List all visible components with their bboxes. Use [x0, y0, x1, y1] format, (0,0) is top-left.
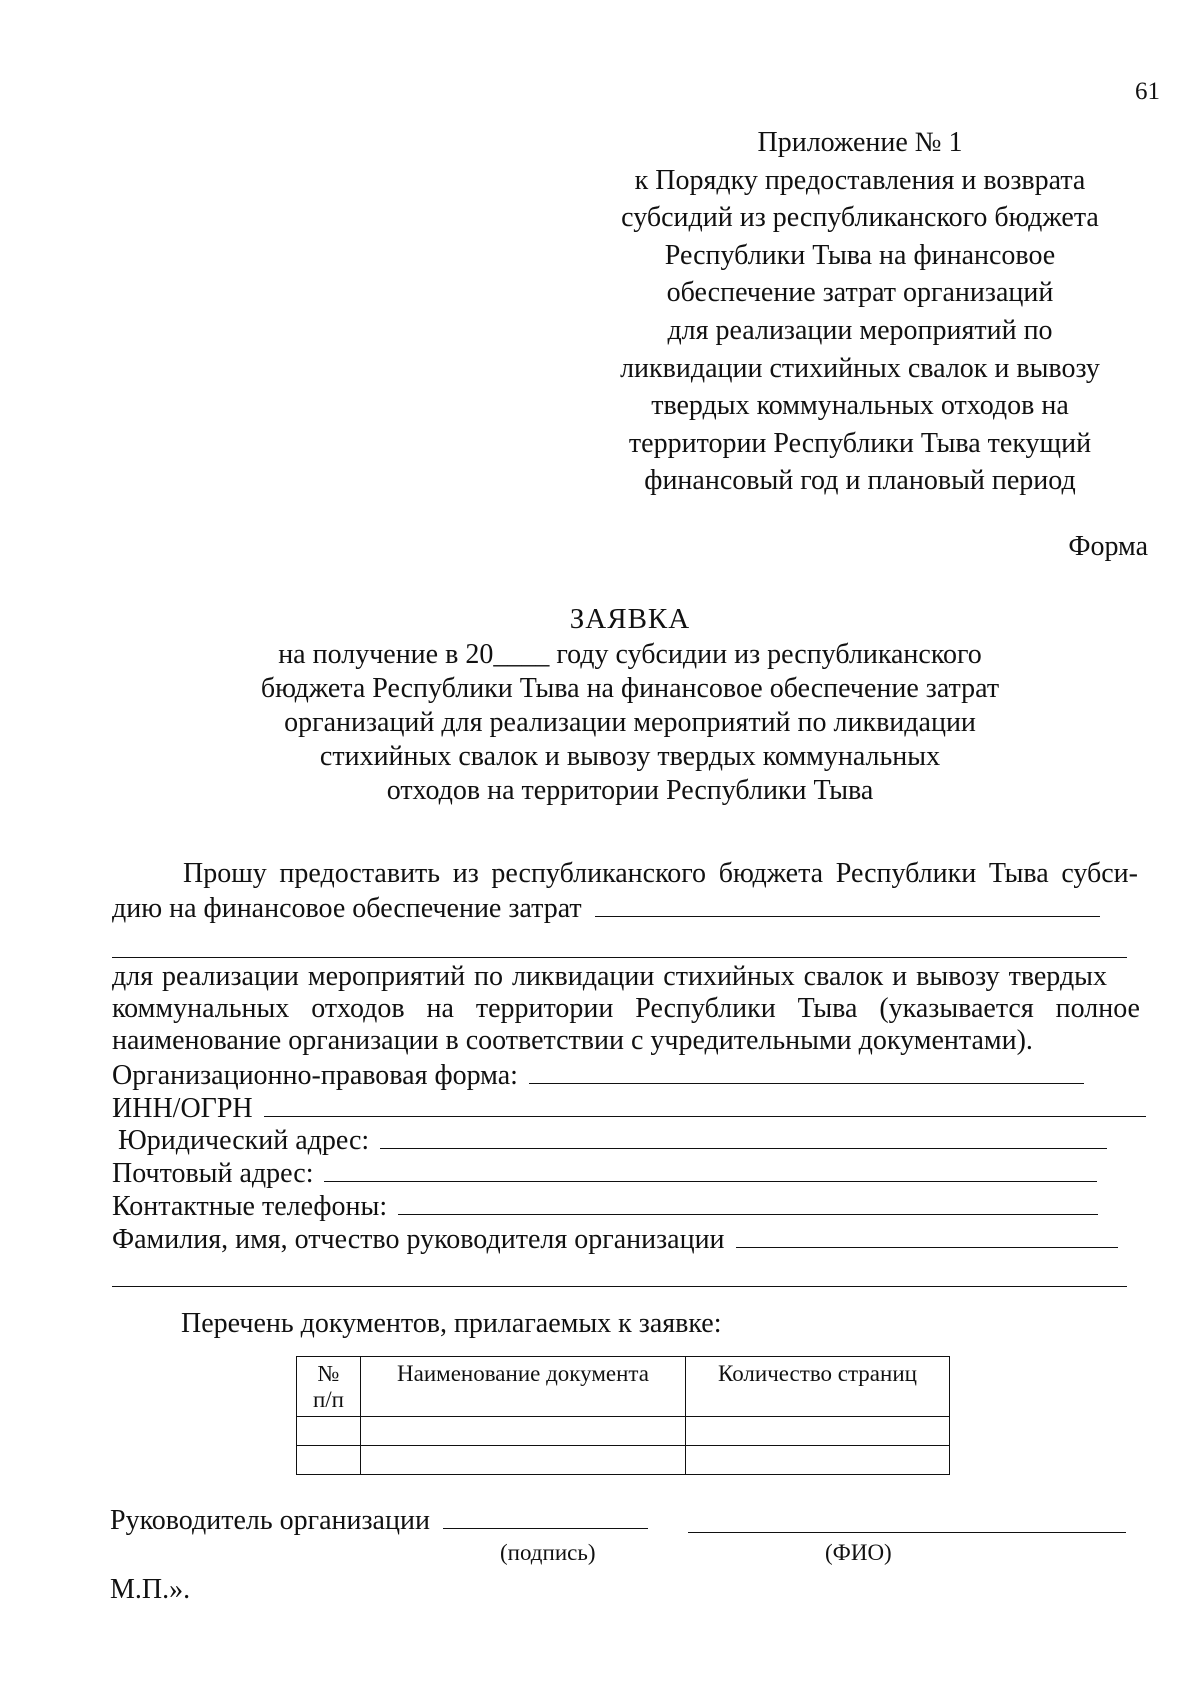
appendix-line: обеспечение затрат организаций [666, 277, 1054, 309]
appendix-line: Республики Тыва на финансовое [664, 239, 1056, 271]
head-name-row [112, 1221, 1118, 1256]
head-name-label: Фамилия, имя, отчество руководителя организации [112, 1224, 725, 1255]
purpose-line-1: для реализации мероприятий по ликвидации стихийных свалок и вывозу твердых [112, 961, 1107, 992]
inn-ogrn-field[interactable] [264, 1090, 1146, 1117]
heading-line: организаций для реализации мероприятий по ликвидации [284, 707, 976, 738]
phones-row [112, 1188, 1098, 1223]
legal-address-row [118, 1122, 1107, 1157]
table-cell[interactable] [361, 1417, 686, 1446]
heading-line: стихийных свалок и вывозу твердых коммунальных [319, 741, 941, 772]
postal-address-field[interactable] [324, 1155, 1097, 1182]
appendix-line: субсидий из республиканского бюджета [621, 202, 1099, 234]
header-page-count: Количество страниц [686, 1357, 950, 1417]
table-cell[interactable] [297, 1446, 361, 1475]
header-number-line: № [317, 1361, 340, 1386]
appendix-line: ликвидации стихийных свалок и вывозу [620, 352, 1100, 384]
heading-line: на получение в 20____ году субсидии из республиканского [278, 639, 982, 670]
inn-ogrn-label: ИНН/ОГРН [112, 1093, 253, 1124]
appendix-block [600, 124, 1120, 500]
form-label: Форма [1068, 531, 1148, 562]
header-number [297, 1357, 361, 1417]
request-line-1: Прошу предоставить из республиканского бюджета Республики Тыва субси- [183, 858, 1138, 889]
postal-address-label: Почтовый адрес: [112, 1158, 314, 1189]
appendix-line: Приложение № 1 [757, 127, 963, 158]
signature-row [110, 1502, 648, 1537]
appendix-line: к Порядку предоставления и возврата [634, 164, 1086, 196]
table-cell[interactable] [297, 1417, 361, 1446]
full-name-caption: (ФИО) [825, 1540, 892, 1565]
request-line-2 [112, 890, 1100, 925]
legal-form-field[interactable] [529, 1057, 1084, 1084]
documents-table-header [297, 1357, 950, 1417]
legal-address-label: Юридический адрес: [118, 1125, 370, 1156]
table-row [297, 1417, 950, 1446]
signature-caption: (подпись) [500, 1540, 596, 1565]
full-name-field[interactable] [688, 1532, 1126, 1533]
table-row [297, 1446, 950, 1475]
page-number: 61 [1135, 78, 1160, 105]
table-cell[interactable] [686, 1446, 950, 1475]
application-title: ЗАЯВКА [569, 603, 691, 635]
request-line-2-text: дию на финансовое обеспечение затрат [112, 893, 582, 924]
appendix-line: финансовый год и плановый период [644, 465, 1076, 497]
signature-label: Руководитель организации [110, 1505, 430, 1536]
heading-line: бюджета Республики Тыва на финансовое обеспечение затрат [260, 673, 1000, 704]
stamp-place: М.П.». [110, 1574, 191, 1605]
phones-field[interactable] [398, 1188, 1098, 1215]
organization-name-field[interactable] [595, 890, 1100, 917]
inn-ogrn-row [112, 1090, 1146, 1125]
appendix-line: твердых коммунальных отходов на [651, 390, 1069, 422]
head-name-field[interactable] [736, 1221, 1118, 1248]
purpose-line-3: наименование организации в соответствии с учредительными документами). [112, 1025, 1033, 1056]
postal-address-row [112, 1155, 1097, 1190]
appendix-line: территории Республики Тыва текущий [628, 427, 1092, 459]
header-number-line: п/п [312, 1387, 344, 1412]
legal-address-field[interactable] [380, 1122, 1107, 1149]
table-cell[interactable] [361, 1446, 686, 1475]
phones-label: Контактные телефоны: [112, 1191, 388, 1222]
table-cell[interactable] [686, 1417, 950, 1446]
organization-name-field-continued[interactable] [112, 957, 1127, 958]
appendix-line: для реализации мероприятий по [667, 314, 1053, 346]
purpose-line-2: коммунальных отходов на территории Республики Тыва (указывается полное [112, 993, 1140, 1024]
documents-table [296, 1356, 950, 1475]
legal-form-label: Организационно-правовая форма: [112, 1060, 518, 1091]
application-heading [200, 602, 1060, 808]
signature-field[interactable] [443, 1502, 648, 1529]
header-document-name: Наименование документа [361, 1357, 686, 1417]
legal-form-row [112, 1057, 1084, 1092]
documents-title: Перечень документов, прилагаемых к заявке: [181, 1308, 722, 1339]
head-name-field-continued[interactable] [112, 1286, 1127, 1287]
heading-line: отходов на территории Республики Тыва [386, 775, 874, 806]
